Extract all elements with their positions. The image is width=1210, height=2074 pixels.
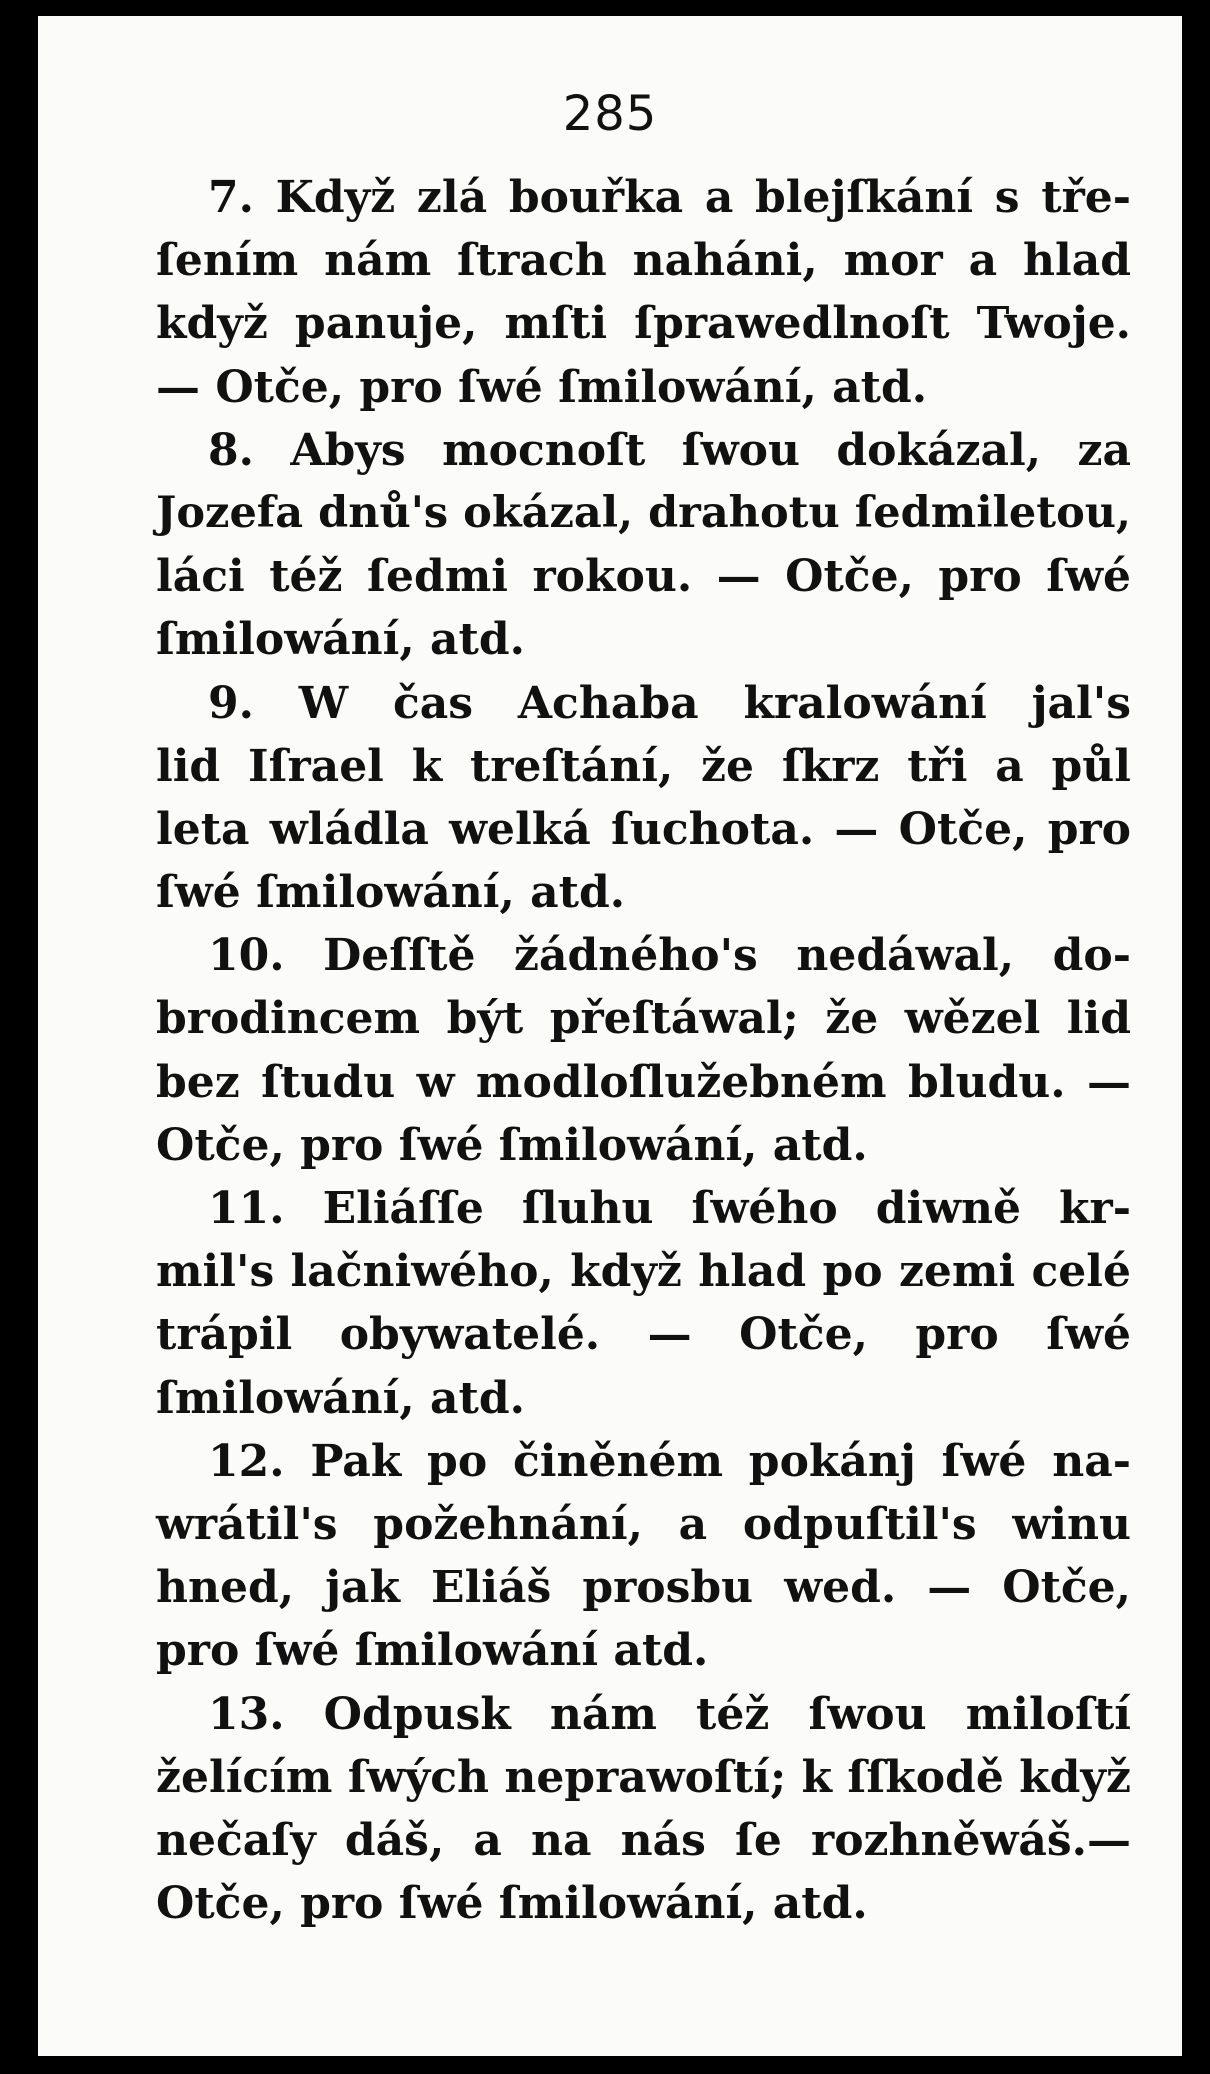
stanza-11-line-4: ſmilowání, atd. bbox=[156, 1372, 525, 1424]
stanza-13-line-1: 13. Odpusk nám též ſwou miloſtí bbox=[208, 1688, 1131, 1740]
stanza-9-line-3: leta wládla welká ſuchota. — Otče, pro bbox=[156, 803, 1131, 855]
stanza-10-line-1: 10. Deſſtě žádného's nedáwal, do- bbox=[208, 930, 1131, 982]
stanza-12-line-4: pro ſwé ſmilowání atd. bbox=[156, 1625, 709, 1677]
stanza-7-line-2: ſením nám ſtrach naháni, mor a hlad bbox=[156, 235, 1131, 287]
stanza-7-line-3: když panuje, mſti ſprawedlnoſt Twoje. bbox=[156, 298, 1131, 350]
stanza-8-line-4: ſmilowání, atd. bbox=[156, 614, 525, 666]
hymn-text bbox=[156, 166, 1131, 1935]
stanza-8-line-2: Jozefa dnů's okázal, drahotu ſedmiletou, bbox=[156, 487, 1131, 538]
page-number: 285 bbox=[562, 86, 658, 142]
stanza-10-line-4: Otče, pro ſwé ſmilowání, atd. bbox=[156, 1119, 868, 1171]
stanza-11-line-1: 11. Eliáſſe ſluhu ſwého diwně kr- bbox=[208, 1183, 1131, 1234]
stanza-9-line-4: ſwé ſmilowání, atd. bbox=[156, 867, 626, 919]
stanza-12-line-2: wrátil's požehnání, a odpuſtil's winu bbox=[156, 1498, 1131, 1550]
stanza-12-line-3: hned, jak Eliáš prosbu wed. — Otče, bbox=[156, 1562, 1131, 1614]
stanza-7-line-1: 7. Když zlá bouřka a blejſkání s tře- bbox=[208, 172, 1131, 223]
stanza-13-line-4: Otče, pro ſwé ſmilowání, atd. bbox=[156, 1878, 868, 1930]
stanza-10-line-3: bez ſtudu w modloſlužebném bludu. — bbox=[156, 1056, 1131, 1108]
stanza-9-line-1: 9. W čas Achaba kralowání jal's bbox=[208, 677, 1131, 729]
stanza-8-line-1: 8. Abys mocnoſt ſwou dokázal, za bbox=[208, 424, 1131, 476]
stanza-9-line-2: lid Iſrael k treſtání, že ſkrz tři a půl bbox=[156, 740, 1131, 792]
stanza-10-line-2: brodincem být přeſtáwal; že wězel lid bbox=[156, 993, 1131, 1045]
book-page bbox=[38, 16, 1182, 2056]
stanza-12-line-1: 12. Pak po činěném pokánj ſwé na- bbox=[208, 1435, 1131, 1487]
stanza-8-line-3: láci též ſedmi rokou. — Otče, pro ſwé bbox=[156, 551, 1131, 603]
stanza-7-line-4: — Otče, pro ſwé ſmilowání, atd. bbox=[156, 361, 928, 413]
stanza-11-line-2: mil's lačniwého, když hlad po zemi celé bbox=[156, 1246, 1131, 1298]
stanza-11-line-3: trápil obywatelé. — Otče, pro ſwé bbox=[156, 1309, 1131, 1361]
stanza-13-line-3: nečaſy dáš, a na nás ſe rozhněwáš.— bbox=[156, 1814, 1131, 1866]
stanza-13-line-2: želícím ſwých neprawoſtí; k ſſkodě když bbox=[156, 1751, 1131, 1803]
